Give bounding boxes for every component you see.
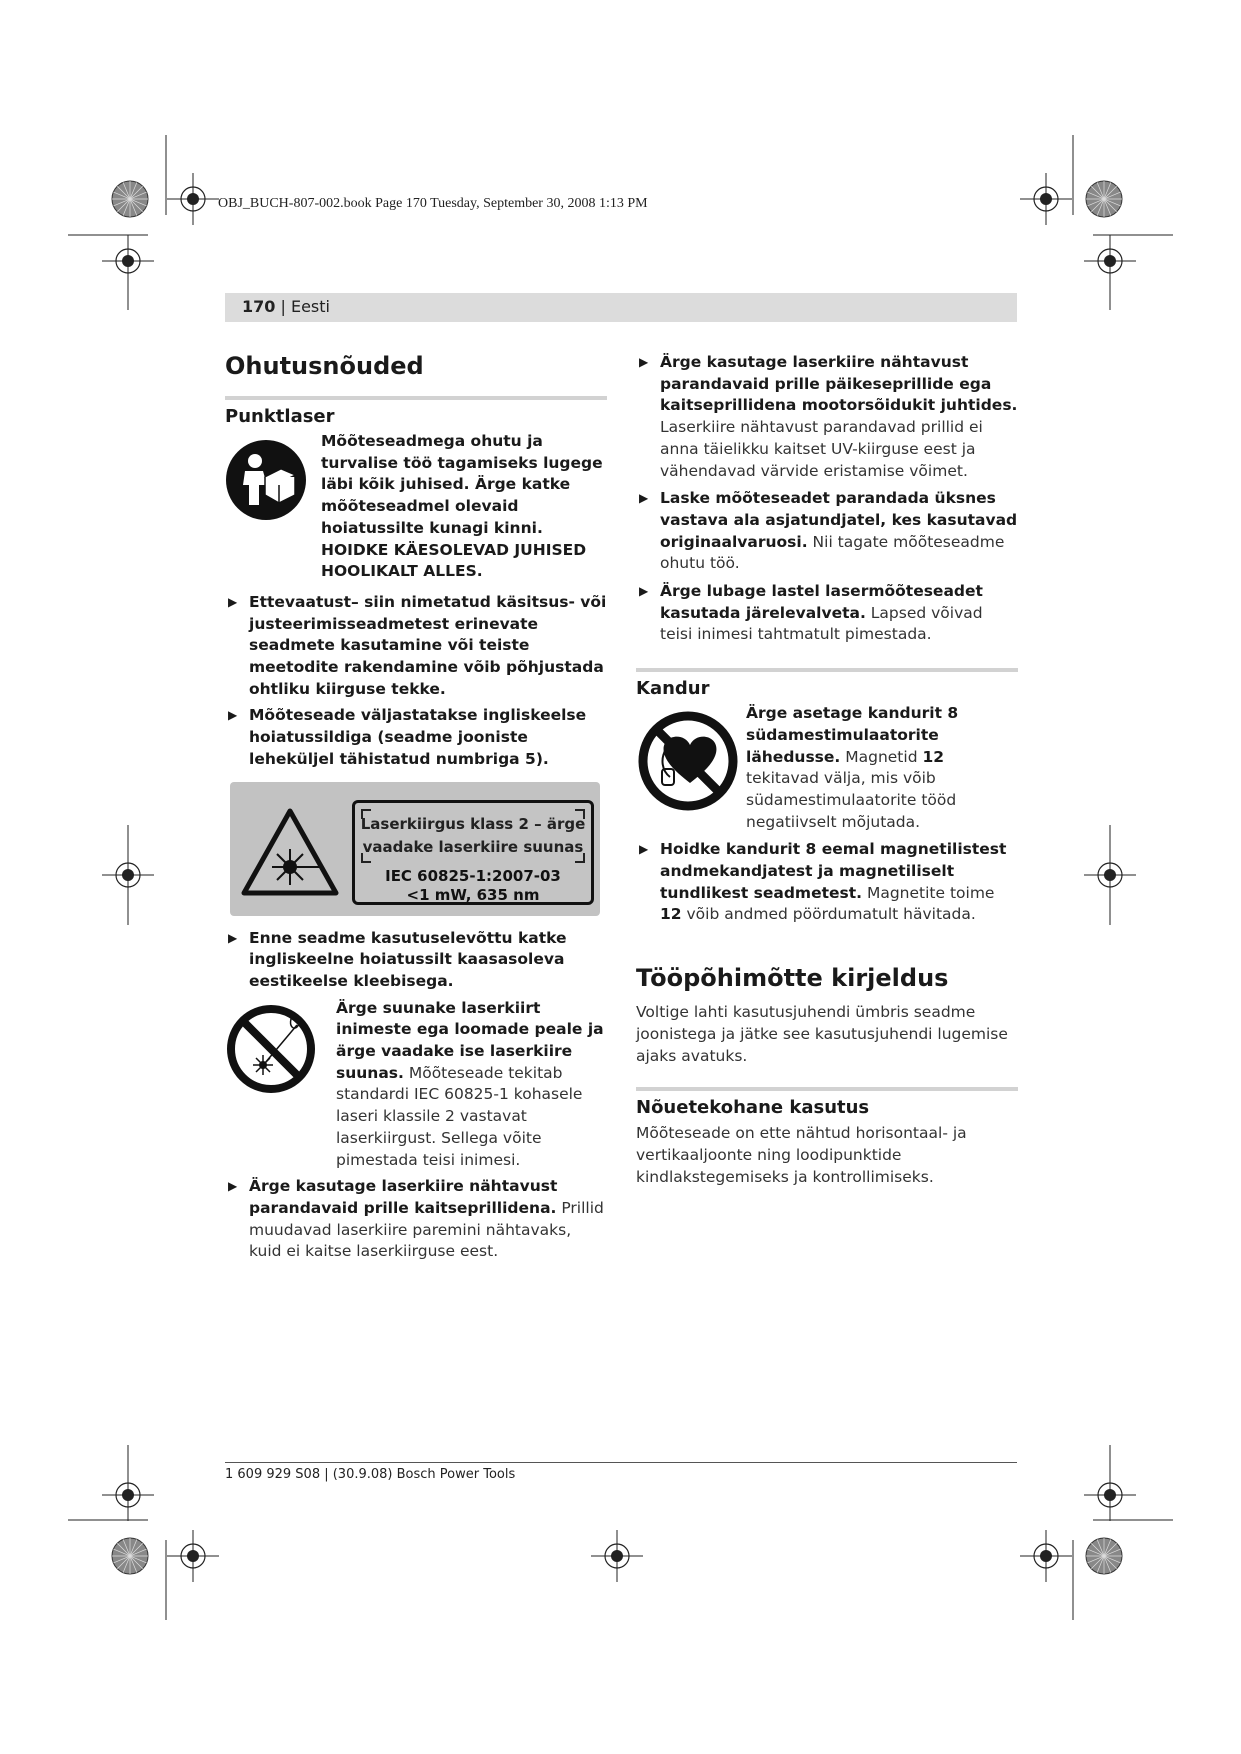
subsection-title-punktlaser: Punktlaser [225,406,335,427]
bullet-text: Ärge lubage lastel lasermõõteseadet kasutada järelevalveta. Lapsed võivad teisi inimesi tahtmatult pimestada. [660,582,983,644]
bullet-children [636,581,1018,646]
no-beam-text: Ärge suunake laserkiirt inimeste ega loomade peale ja ärge vaadake ise laserkiire suunas. Mõõteseade tekitab standardi IEC 60825-1 kohasele laseri klassile 2 vastavat laserkiirgust. Sellega võite pimestada teisi inimesi. [336,998,604,1169]
bullet-triangle-icon: ▶ [639,491,649,506]
no-beam-block [225,998,607,1172]
intro-bold-text: Mõõteseadmega ohutu ja turvalise töö tagamiseks lugege läbi kõik juhised. Ärge katke mõõteseadmel olevaid hoiatussilte kunagi kinni. HOIDKE KÄESOLEVAD JUHISED HOOLIKALT ALLES. [321,432,603,581]
right-column [636,352,1018,1188]
bullet-text: Ärge kasutage laserkiire nähtavust parandavaid prille päikeseprillide ega kaitseprillidena mootorsõidukit juhtides. Laserkiire nähtavust parandavad prillid ei anna täielikku kaitset UV-kiirguse eest ja vähendavad värvide eristamise võimet. [660,353,1018,480]
bullet-text: Enne seadme kasutuselevõttu katke ingliskeelne hoiatussilt kaasasoleva eestikeelse kleebisega. [249,928,567,990]
bullet-triangle-icon: ▶ [639,584,649,599]
bullet-triangle-icon: ▶ [228,1179,238,1194]
bullet-text: Mõõteseade väljastatakse ingliskeelse hoiatussildiga (seadme jooniste leheküljel tähistatud numbriga 5). [249,706,587,768]
subsection-title-intended-use: Nõuetekohane kasutus [636,1097,870,1119]
laser-warning-label [230,782,600,916]
bullet-triangle-icon: ▶ [639,355,649,369]
header-language: Eesti [290,297,330,316]
label-text-frame [352,800,594,905]
running-header [242,297,330,316]
bullet-text: Hoidke kandurit 8 eemal magnetilistest andmekandjatest ja magnetiliselt tundlikest seadmetest. Magnetite toime 12 võib andmed pöördumatult hävitada. [660,840,1007,924]
bullet-repair [636,488,1018,575]
header-bar [225,293,1017,322]
bullet-sunglasses [636,352,1018,482]
left-column [225,352,607,1263]
label-line-3: IEC 60825-1:2007-03 [385,866,561,885]
print-slug: OBJ_BUCH-807-002.book Page 170 Tuesday, September 30, 2008 1:13 PM [218,196,648,211]
pacemaker-text: Ärge asetage kandurit 8 südamestimulaatorite lähedusse. Magnetid 12 tekitavad välja, mis võib südamestimulaatorite tööd negatiivselt mõjutada. [746,704,959,831]
section-title-function: Tööpõhimõtte kirjeldus [636,964,949,993]
page-number: 170 [242,297,276,316]
bullet-text: Ettevaatust– siin nimetatud käsitsus- või justeerimisseadmetest erinevate seadmete kasutamine või teiste meetodite rakendamine võib põhjustada ohtliku kiirguse tekke. [249,592,607,698]
bullet-triangle-icon: ▶ [639,842,649,857]
label-line-4: <1 mW, 635 nm [406,885,540,904]
footer-text: 1 609 929 S08 | (30.9.08) Bosch Power Tools [225,1467,516,1482]
bullet-english-label [225,705,607,770]
bullet-text: Ärge kasutage laserkiire nähtavust parandavaid prille kaitseprillidena. Prillid muudavad laserkiire paremini nähtavaks, kuid ei kaitse laserkiirguse eest. [249,1177,604,1261]
intended-use-text: Mõõteseade on ette nähtud horisontaal- ja vertikaaljoonte ning loodipunktide kindlakstegemiseks ja kontrollimiseks. [636,1124,967,1186]
read-manual-icon [225,439,307,521]
read-manual-block [225,431,607,583]
bullet-triangle-icon: ▶ [228,930,238,945]
function-intro-text: Voltige lahti kasutusjuhendi ümbris seadme joonistega ja jätke see kasutusjuhendi lugemise ajaks avatuks. [636,1003,1008,1065]
pacemaker-block [636,703,1018,833]
bullet-caution [225,592,607,701]
label-line-2: vaadake laserkiire suunas [362,837,584,856]
no-laser-beam-icon [225,1003,317,1095]
bullet-sticker [225,928,607,993]
label-line-1: Laserkiirgus klass 2 – ärge [360,814,586,833]
bullet-magnetic [636,839,1018,926]
laser-hazard-icon [240,807,340,899]
bullet-triangle-icon: ▶ [228,708,238,723]
no-pacemaker-icon [636,709,740,813]
bullet-text: Laske mõõteseadet parandada üksnes vastava ala asjatundjatel, kes kasutavad originaalvaruosi. Nii tagate mõõteseadme ohutu töö. [660,489,1018,573]
subsection-title-kandur: Kandur [636,678,710,700]
bullet-glasses [225,1176,607,1263]
footer-rule [225,1462,1017,1463]
header-separator: | [275,297,291,316]
section-title-safety: Ohutusnõuded [225,352,424,380]
bullet-triangle-icon: ▶ [228,594,238,609]
